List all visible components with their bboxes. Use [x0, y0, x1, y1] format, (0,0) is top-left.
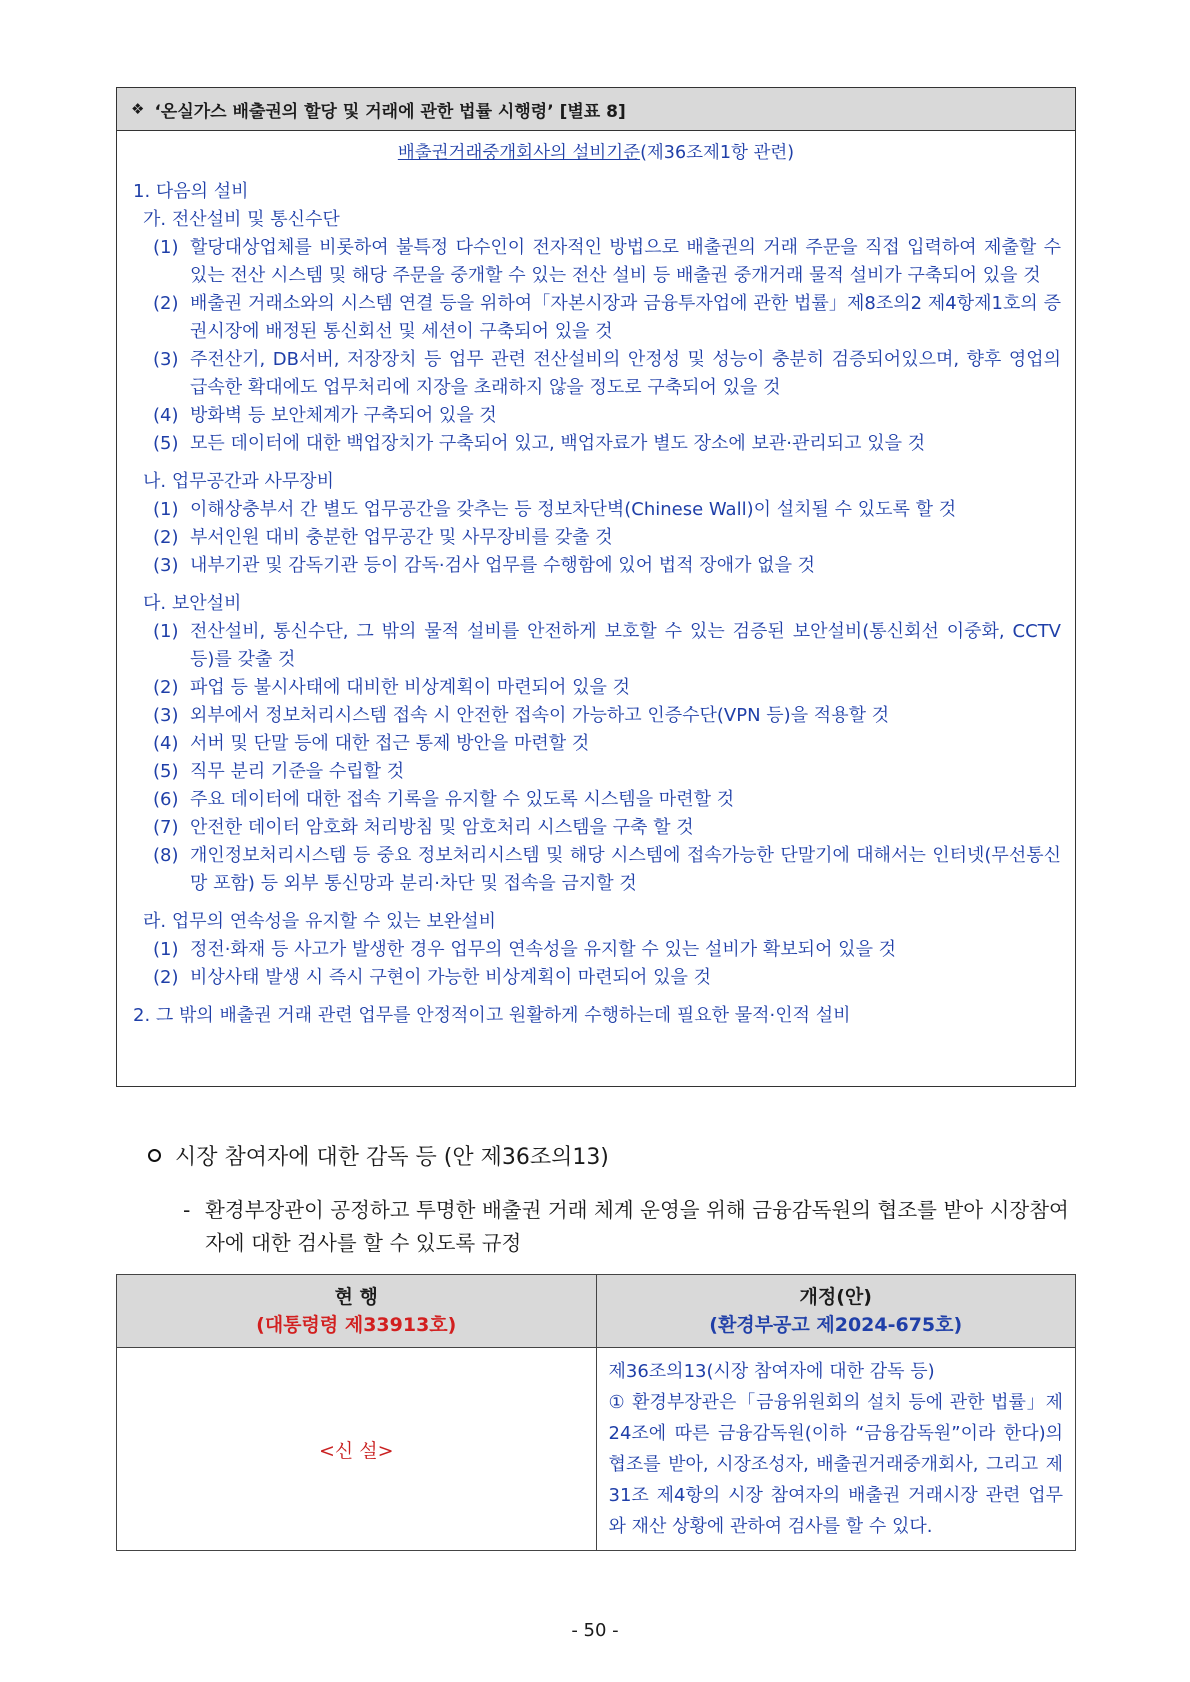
page-number: - 50 - [571, 1620, 619, 1641]
list-item [131, 730, 1061, 758]
annex-subtitle [117, 139, 1075, 164]
list-item-text: 주요 데이터에 대한 접속 기록을 유지할 수 있도록 시스템을 마련할 것 [190, 789, 735, 810]
list-item-number: (4) [153, 405, 179, 426]
list-item-text: 내부기관 및 감독기관 등이 감독·검사 업무를 수행함에 있어 법적 장애가 없을 것 [190, 555, 816, 576]
list-item [131, 402, 1061, 430]
list-item-text: 외부에서 정보처리시스템 접속 시 안전한 접속이 가능하고 인증수단(VPN 등)을 적용할 것 [190, 705, 890, 726]
section-ga-list [131, 234, 1061, 458]
list-item-number: (3) [153, 705, 179, 726]
list-item-number: (5) [153, 433, 179, 454]
list-item-text: 직무 분리 기준을 수립할 것 [190, 761, 405, 782]
section-title: 시장 참여자에 대한 감독 등 (안 제36조의13) [175, 1145, 609, 1170]
section-ra-title: 라. 업무의 연속성을 유지할 수 있는 보완설비 [143, 911, 497, 932]
description-text: 환경부장관이 공정하고 투명한 배출권 거래 체계 운영을 위해 금융감독원의 협조를 받아 시장참여자에 대한 검사를 할 수 있도록 규정 [205, 1198, 1069, 1255]
list-item-number: (2) [153, 527, 179, 548]
comparison-table [116, 1274, 1076, 1551]
item-2: 2. 그 밖의 배출권 거래 관련 업무를 안정적이고 원활하게 수행하는데 필요한 물적·인적 설비 [133, 1005, 851, 1026]
annex-body [117, 178, 1075, 1030]
revised-article-title: 제36조의13(시장 참여자에 대한 감독 등) [608, 1361, 935, 1382]
circle-bullet-icon [148, 1149, 161, 1162]
header-revised-title: 개정(안) [799, 1286, 872, 1308]
list-item [131, 524, 1061, 552]
list-item [131, 496, 1061, 524]
header-current-title: 현 행 [334, 1286, 378, 1308]
list-item-number: (7) [153, 817, 179, 838]
item-1: 1. 다음의 설비 [133, 181, 249, 202]
list-item-number: (2) [153, 293, 179, 314]
list-item-number: (8) [153, 845, 179, 866]
section-heading [148, 1140, 609, 1171]
list-item-text: 파업 등 불시사태에 대비한 비상계획이 마련되어 있을 것 [190, 677, 630, 698]
header-revised-sub: (환경부공고 제2024-675호) [709, 1314, 963, 1336]
list-item-text: 정전·화재 등 사고가 발생한 경우 업무의 연속성을 유지할 수 있는 설비가 확보되어 있을 것 [190, 939, 897, 960]
list-item-text: 개인정보처리시스템 등 중요 정보처리시스템 및 해당 시스템에 접속가능한 단말기에 대해서는 인터넷(무선통신망 포함) 등 외부 통신망과 분리·차단 및 접속을 금지할 것 [190, 845, 1061, 894]
list-item [131, 936, 1061, 964]
list-item-number: (1) [153, 621, 179, 642]
section-ga-title: 가. 전산설비 및 통신수단 [143, 209, 340, 230]
list-item-number: (2) [153, 677, 179, 698]
list-item [131, 964, 1061, 992]
annex-title: ‘온실가스 배출권의 할당 및 거래에 관한 법률 시행령’ [별표 8] [154, 101, 626, 122]
list-item [131, 814, 1061, 842]
list-item-number: (6) [153, 789, 179, 810]
list-item-number: (3) [153, 349, 179, 370]
list-item-number: (2) [153, 967, 179, 988]
list-item-text: 배출권 거래소와의 시스템 연결 등을 위하여「자본시장과 금융투자업에 관한 법률」제8조의2 제4항제1호의 증권시장에 배정된 통신회선 및 세션이 구축되어 있을 것 [190, 293, 1061, 342]
subtitle-underlined: 배출권거래중개회사의 설비기준 [397, 143, 641, 163]
new-provision-tag: <신 설> [117, 1348, 597, 1551]
list-item-number: (3) [153, 555, 179, 576]
list-item-number: (4) [153, 733, 179, 754]
list-item-text: 이해상충부서 간 별도 업무공간을 갖추는 등 정보차단벽(Chinese Wall)이 설치될 수 있도록 할 것 [190, 499, 957, 520]
list-item [131, 430, 1061, 458]
section-da-title: 다. 보안설비 [143, 593, 242, 614]
list-item [131, 618, 1061, 674]
list-item-text: 서버 및 단말 등에 대한 접근 통제 방안을 마련할 것 [190, 733, 590, 754]
list-item-number: (1) [153, 237, 179, 258]
list-item-number: (1) [153, 499, 179, 520]
list-item-text: 전산설비, 통신수단, 그 밖의 물적 설비를 안전하게 보호할 수 있는 검증된 보안설비(통신회선 이중화, CCTV 등)를 갖출 것 [190, 621, 1061, 670]
section-na-title: 나. 업무공간과 사무장비 [143, 471, 335, 492]
list-item [131, 674, 1061, 702]
list-item-number: (5) [153, 761, 179, 782]
list-item-text: 비상사태 발생 시 즉시 구현이 가능한 비상계획이 마련되어 있을 것 [190, 967, 711, 988]
list-item [131, 234, 1061, 290]
list-item [131, 758, 1061, 786]
revised-content-cell [596, 1348, 1076, 1551]
list-item-text: 부서인원 대비 충분한 업무공간 및 사무장비를 갖출 것 [190, 527, 613, 548]
list-item-number: (1) [153, 939, 179, 960]
revised-article-body: ① 환경부장관은「금융위원회의 설치 등에 관한 법률」제24조에 따른 금융감독원(이하 “금융감독원”이라 한다)의 협조를 받아, 시장조성자, 배출권거래중개회사, 그리고 제31조 제4항의 시장 참여자의 배출권 거래시장 관련 업무와 재산 상황에 관하여 검사를 할 수 있다. [608, 1392, 1063, 1537]
list-item-text: 안전한 데이터 암호화 처리방침 및 암호처리 시스템을 구축 할 것 [190, 817, 694, 838]
list-item-text: 할당대상업체를 비롯하여 불특정 다수인이 전자적인 방법으로 배출권의 거래 주문을 직접 입력하여 제출할 수 있는 전산 시스템 및 해당 주문을 중개할 수 있는 전산 설비 등 배출권 중개거래 물적 설비가 구축되어 있을 것 [190, 237, 1061, 286]
header-current [117, 1275, 597, 1348]
list-item [131, 346, 1061, 402]
list-item-text: 모든 데이터에 대한 백업장치가 구축되어 있고, 백업자료가 별도 장소에 보관·관리되고 있을 것 [190, 433, 926, 454]
dash-bullet: - [183, 1198, 191, 1222]
section-description [183, 1194, 1076, 1260]
list-item [131, 702, 1061, 730]
list-item [131, 786, 1061, 814]
section-da-list [131, 618, 1061, 898]
list-item [131, 842, 1061, 898]
section-ra-list [131, 936, 1061, 992]
header-current-sub: (대통령령 제33913호) [256, 1314, 457, 1336]
list-item [131, 552, 1061, 580]
list-item [131, 290, 1061, 346]
annex-header [117, 88, 1075, 131]
list-item-text: 방화벽 등 보안체계가 구축되어 있을 것 [190, 405, 497, 426]
diamond-bullet-icon: ❖ [131, 100, 145, 118]
subtitle-rest: (제36조제1항 관련) [640, 143, 795, 163]
list-item-text: 주전산기, DB서버, 저장장치 등 업무 관련 전산설비의 안정성 및 성능이 충분히 검증되어있으며, 향후 영업의 급속한 확대에도 업무처리에 지장을 초래하지 않을 정도로 구축되어 있을 것 [190, 349, 1061, 398]
section-na-list [131, 496, 1061, 580]
header-revised [596, 1275, 1076, 1348]
annex-box [116, 87, 1076, 1087]
